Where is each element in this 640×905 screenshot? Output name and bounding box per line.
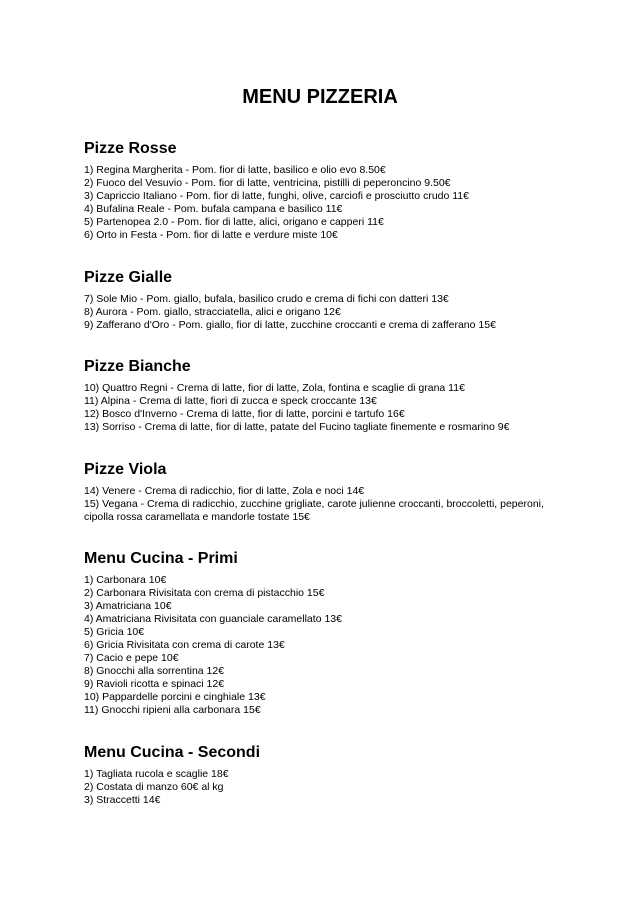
menu-item: 13) Sorriso - Crema di latte, fior di latte, patate del Fucino tagliate finemente e rosmarino 9€: [84, 421, 510, 433]
menu-item: 8) Aurora - Pom. giallo, stracciatella, alici e origano 12€: [84, 305, 341, 318]
menu-item: 1) Tagliata rucola e scaglie 18€: [84, 767, 229, 780]
menu-item: 10) Pappardelle porcini e cinghiale 13€: [84, 691, 266, 703]
menu-item: 15) Vegana - Crema di radicchio, zucchine grigliate, carote julienne croccanti, broccoletti, peperoni, cipolla rossa caramellata e mandorle tostate 15€: [84, 497, 544, 523]
menu-item: 9) Ravioli ricotta e spinaci 12€: [84, 678, 225, 690]
menu-item: 12) Bosco d'Inverno - Crema di latte, fior di latte, porcini e tartufo 16€: [84, 408, 405, 420]
menu-item-list: [84, 768, 560, 807]
section-heading: Pizze Viola: [84, 460, 167, 478]
menu-item: 1) Carbonara 10€: [84, 574, 167, 586]
menu-section: [84, 460, 560, 524]
section-heading: Pizze Gialle: [84, 268, 173, 286]
page-title: MENU PIZZERIA: [242, 86, 398, 108]
menu-section: [84, 743, 560, 807]
menu-item-list: [84, 164, 560, 242]
menu-section: [84, 549, 560, 717]
menu-section: [84, 357, 560, 434]
menu-item: 5) Gricia 10€: [84, 626, 145, 638]
menu-item-list: [84, 382, 560, 434]
menu-item: 3) Amatriciana 10€: [84, 600, 172, 612]
menu-sections: [84, 139, 560, 807]
menu-item: 11) Alpina - Crema di latte, fiori di zucca e speck croccante 13€: [84, 395, 377, 407]
menu-item-list: [84, 574, 560, 717]
menu-item: 7) Cacio e pepe 10€: [84, 652, 179, 664]
menu-item: 14) Venere - Crema di radicchio, fior di latte, Zola e noci 14€: [84, 484, 365, 497]
menu-item: 8) Gnocchi alla sorrentina 12€: [84, 665, 225, 677]
menu-document: [84, 85, 560, 832]
menu-item: 11) Gnocchi ripieni alla carbonara 15€: [84, 704, 261, 716]
menu-item: 4) Amatriciana Rivisitata con guanciale caramellato 13€: [84, 613, 342, 625]
menu-item: 6) Orto in Festa - Pom. fior di latte e verdure miste 10€: [84, 229, 338, 241]
menu-item-list: [84, 293, 560, 332]
menu-item: 2) Fuoco del Vesuvio - Pom. fior di latte, ventricina, pistilli di peperoncino 9.50€: [84, 177, 451, 189]
menu-item: 4) Bufalina Reale - Pom. bufala campana e basilico 11€: [84, 203, 343, 215]
menu-item: 2) Costata di manzo 60€ al kg: [84, 780, 224, 793]
menu-item: 10) Quattro Regni - Crema di latte, fior di latte, Zola, fontina e scaglie di grana 11€: [84, 382, 465, 394]
menu-item: 9) Zafferano d'Oro - Pom. giallo, fior di latte, zucchine croccanti e crema di zafferano 15€: [84, 318, 496, 331]
menu-item: 3) Straccetti 14€: [84, 793, 161, 806]
section-heading: Menu Cucina - Primi: [84, 550, 238, 567]
section-heading: Pizze Rosse: [84, 140, 177, 157]
section-heading: Pizze Bianche: [84, 358, 191, 375]
menu-section: [84, 268, 560, 332]
menu-item: 2) Carbonara Rivisitata con crema di pistacchio 15€: [84, 587, 325, 599]
menu-item: 3) Capriccio Italiano - Pom. fior di latte, funghi, olive, carciofi e prosciutto crudo 11€: [84, 190, 469, 202]
menu-item: 1) Regina Margherita - Pom. fior di latte, basilico e olio evo 8.50€: [84, 164, 386, 176]
section-heading: Menu Cucina - Secondi: [84, 743, 261, 761]
menu-item-list: [84, 485, 560, 524]
menu-item: 6) Gricia Rivisitata con crema di carote 13€: [84, 639, 285, 651]
menu-item: 5) Partenopea 2.0 - Pom. fior di latte, alici, origano e capperi 11€: [84, 216, 384, 228]
menu-section: [84, 139, 560, 242]
menu-item: 7) Sole Mio - Pom. giallo, bufala, basilico crudo e crema di fichi con datteri 13€: [84, 292, 449, 305]
